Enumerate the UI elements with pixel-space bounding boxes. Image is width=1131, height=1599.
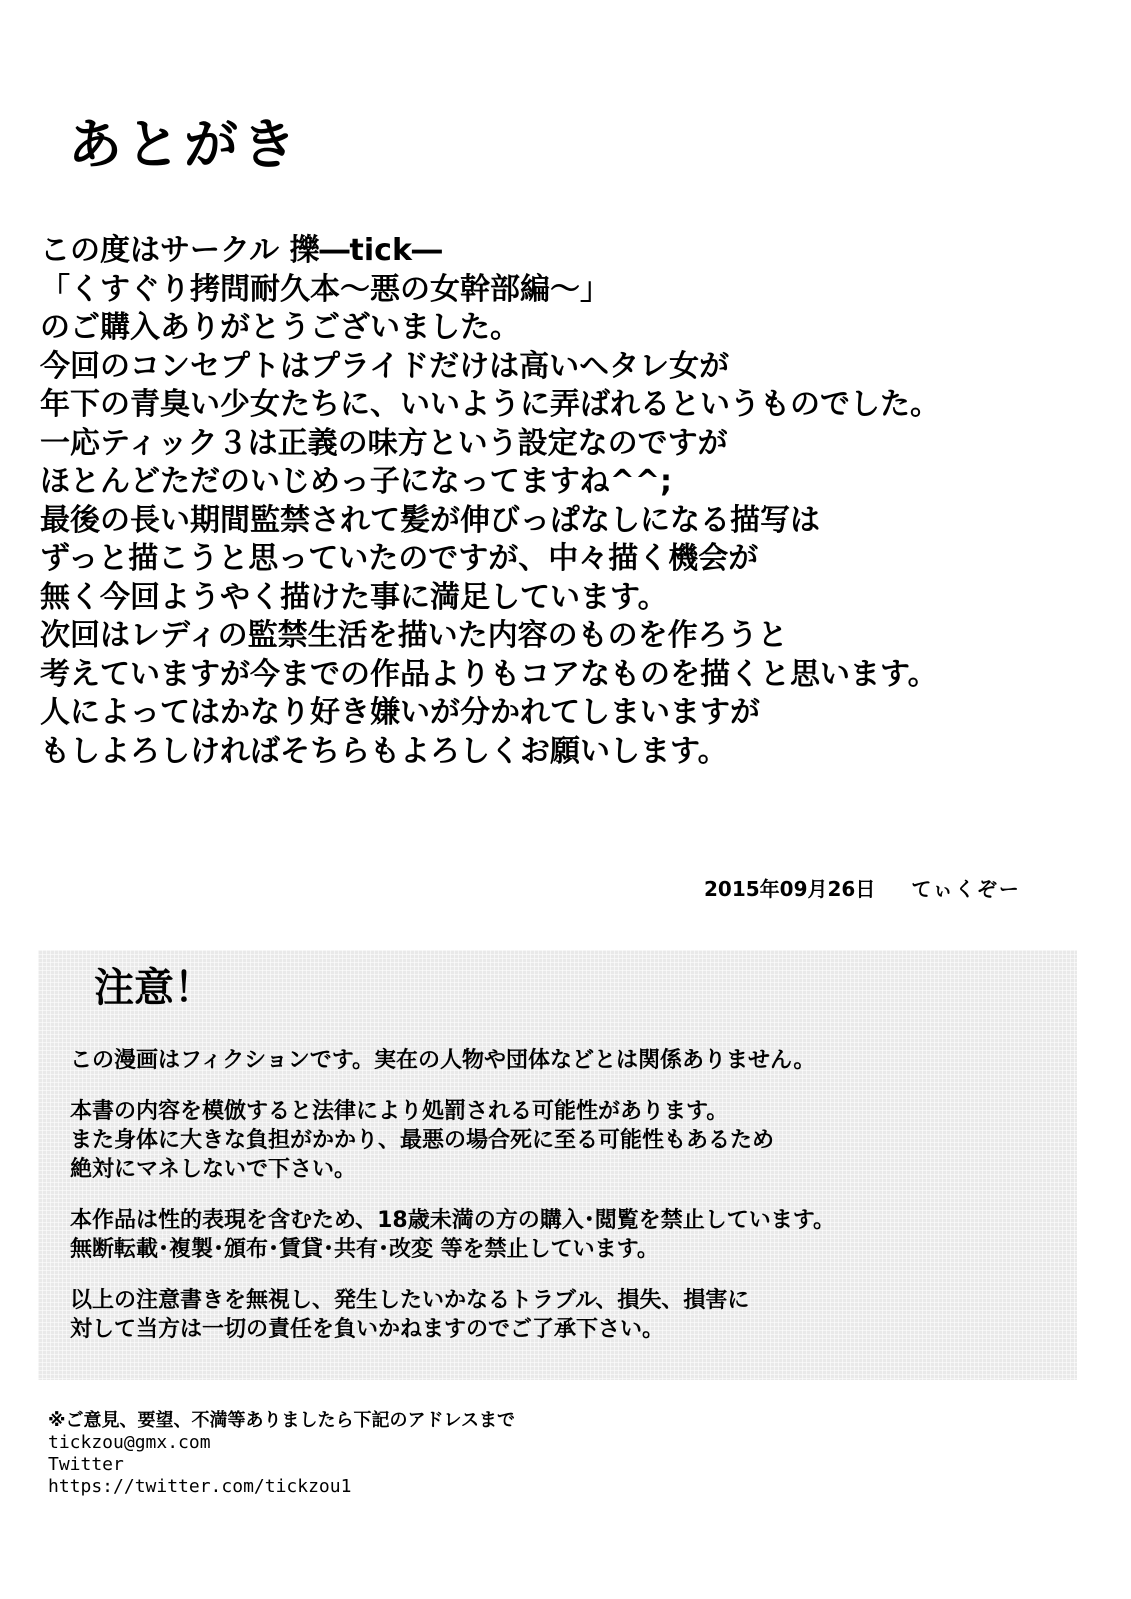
notice-line: 絶対にマネしないで下さい。 [70,1157,357,1182]
contact-note: ※ご意見、要望、不満等ありましたら下記のアドレスまで [48,1410,515,1431]
notice-box [38,950,1077,1380]
afterword-line: 考えていますが今までの作品よりもコアなものを描くと思います。 [40,656,938,692]
notice-line: 本作品は性的表現を含むため、18歳未満の方の購入･閲覧を禁止しています。 [70,1208,835,1233]
afterword-line: 今回のコンセプトはプライドだけは高いヘタレ女が [40,348,730,384]
contact-email[interactable]: tickzou@gmx.com [48,1432,211,1453]
afterword-line: 無く今回ようやく描けた事に満足しています。 [40,579,668,615]
notice-paragraph-fiction [70,1046,1070,1075]
notice-line: この漫画はフィクションです。実在の人物や団体などとは関係ありません。 [70,1048,816,1073]
afterword-line: のご購入ありがとうございました。 [40,310,520,345]
notice-paragraph-liability [70,1286,1070,1344]
afterword-line: もしよろしければそちらもよろしくお願いします。 [40,733,728,769]
contact-twitter-label: Twitter [48,1454,124,1475]
afterword-line: 最後の長い期間監禁されて髪が伸びっぱなしになる描写は [40,502,820,538]
notice-line: 本書の内容を模倣すると法律により処罰される可能性があります。 [70,1099,729,1124]
afterword-line: この度はサークル 擽―tick― [40,233,442,268]
signature-date: 2015年09月26日 [704,877,876,901]
afterword-line: ほとんどただのいじめっ子になってますね^^; [40,464,672,499]
afterword-line: 一応ティック３は正義の味方という設定なのですが [40,425,728,461]
afterword-line: 「くすぐり拷問耐久本～悪の女幹部編～」 [40,271,610,307]
afterword-line: 年下の青臭い少女たちに、いいように弄ばれるというものでした。 [40,387,940,422]
notice-line: 対して当方は一切の責任を負いかねますのでご了承下さい。 [70,1317,665,1342]
notice-line: 以上の注意書きを無視し、発生したいかなるトラブル、損失、損害に [70,1288,750,1313]
contact-info [48,1410,515,1498]
notice-paragraph-age [70,1206,1070,1264]
contact-twitter-link[interactable]: https://twitter.com/tickzou1 [48,1476,352,1497]
afterword-line: 次回はレディの監禁生活を描いた内容のものを作ろうと [40,618,788,653]
notice-line: 無断転載･複製･頒布･賃貸･共有･改変 等を禁止しています。 [70,1237,659,1262]
notice-body [70,1046,1070,1366]
notice-paragraph-imitation [70,1097,1070,1184]
afterword-line: ずっと描こうと思っていたのですが、中々描く機会が [40,541,759,576]
signature-author: てぃくぞー [911,877,1021,901]
notice-title: 注意！ [94,965,214,1011]
page-title: あとがき [68,112,300,176]
signature [704,876,1021,902]
afterword-line: 人によってはかなり好き嫌いが分かれてしまいますが [40,695,760,730]
afterword-text [40,232,1120,771]
notice-line: また身体に大きな負担がかかり、最悪の場合死に至る可能性もあるため [70,1128,775,1153]
